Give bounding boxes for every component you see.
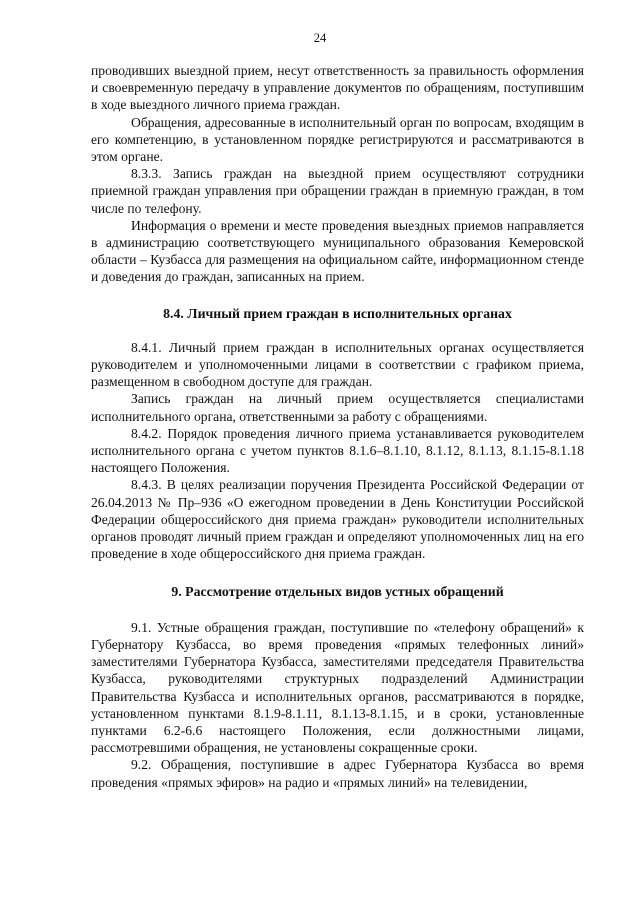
paragraph: Обращения, адресованные в исполнительный орган по вопросам, входящим в его компетенцию, в установленном порядке регистрируются и рассматриваются в этом органе. bbox=[91, 114, 584, 165]
paragraph-8-4-3: 8.4.3. В целях реализации поручения Президента Российской Федерации от 26.04.2013 № Пр–936 «О ежегодном проведении в День Конституции Российской Федерации общероссийского дня приема граждан» руководители исполнительных органов проводят личный прием граждан и определяют уполномоченных лиц на его проведение в ходе общероссийского дня приема граждан. bbox=[91, 477, 584, 562]
paragraph-8-4-1: 8.4.1. Личный прием граждан в исполнительных органах осуществляется руководителем и уполномоченными лицами в соответствии с графиком приема, размещенном в свободном доступе для граждан. bbox=[91, 339, 584, 390]
paragraph-continuation: проводивших выездной прием, несут ответственность за правильность оформления и своевременную передачу в управление документов по обращениям, поступившим в ходе выездного личного приема граждан. bbox=[91, 63, 584, 113]
section-heading-9: 9. Рассмотрение отдельных видов устных обращений bbox=[171, 584, 504, 600]
section-heading-8-4: 8.4. Личный прием граждан в исполнительных органах bbox=[163, 305, 512, 321]
paragraph-9-1: 9.1. Устные обращения граждан, поступившие по «телефону обращений» к Губернатору Кузбасса, во время проведения «прямых телефонных линий» заместителями Губернатора Кузбасса, заместителями председателя Правительства Кузбасса, руководителями структурных подразделений Администрации Правительства Кузбасса и исполнительных органов, рассматриваются в порядке, установленном пунктами 8.1.9-8.1.11, 8.1.13-8.1.15, и в сроки, установленные пунктами 6.2-6.6 настоящего Положения, если должностными лицами, рассмотревшими обращения, не установлены сокращенные сроки. bbox=[91, 619, 584, 756]
page-number: 24 bbox=[313, 31, 327, 45]
paragraph-8-3-3: 8.3.3. Запись граждан на выездной прием осуществляют сотрудники приемной граждан управления при обращении граждан в приемную граждан, в том числе по телефону. bbox=[91, 166, 584, 216]
paragraph: Информация о времени и месте проведения выездных приемов направляется в администрацию соответствующего муниципального образования Кемеровской области – Кузбасса для размещения на официальном сайте, информационном стенде и доведения до граждан, записанных на прием. bbox=[91, 217, 584, 285]
paragraph-8-4-2: 8.4.2. Порядок проведения личного приема устанавливается руководителем исполнительного органа с учетом пунктов 8.1.6–8.1.10, 8.1.12, 8.1.13, 8.1.15-8.1.18 настоящего Положения. bbox=[91, 425, 584, 476]
paragraph-9-2: 9.2. Обращения, поступившие в адрес Губернатора Кузбасса во время проведения «прямых эфиров» на радио и «прямых линий» на телевидении, bbox=[91, 757, 584, 790]
paragraph: Запись граждан на личный прием осуществляется специалистами исполнительного органа, ответственными за работу с обращениями. bbox=[91, 391, 584, 424]
document-body bbox=[91, 62, 584, 791]
